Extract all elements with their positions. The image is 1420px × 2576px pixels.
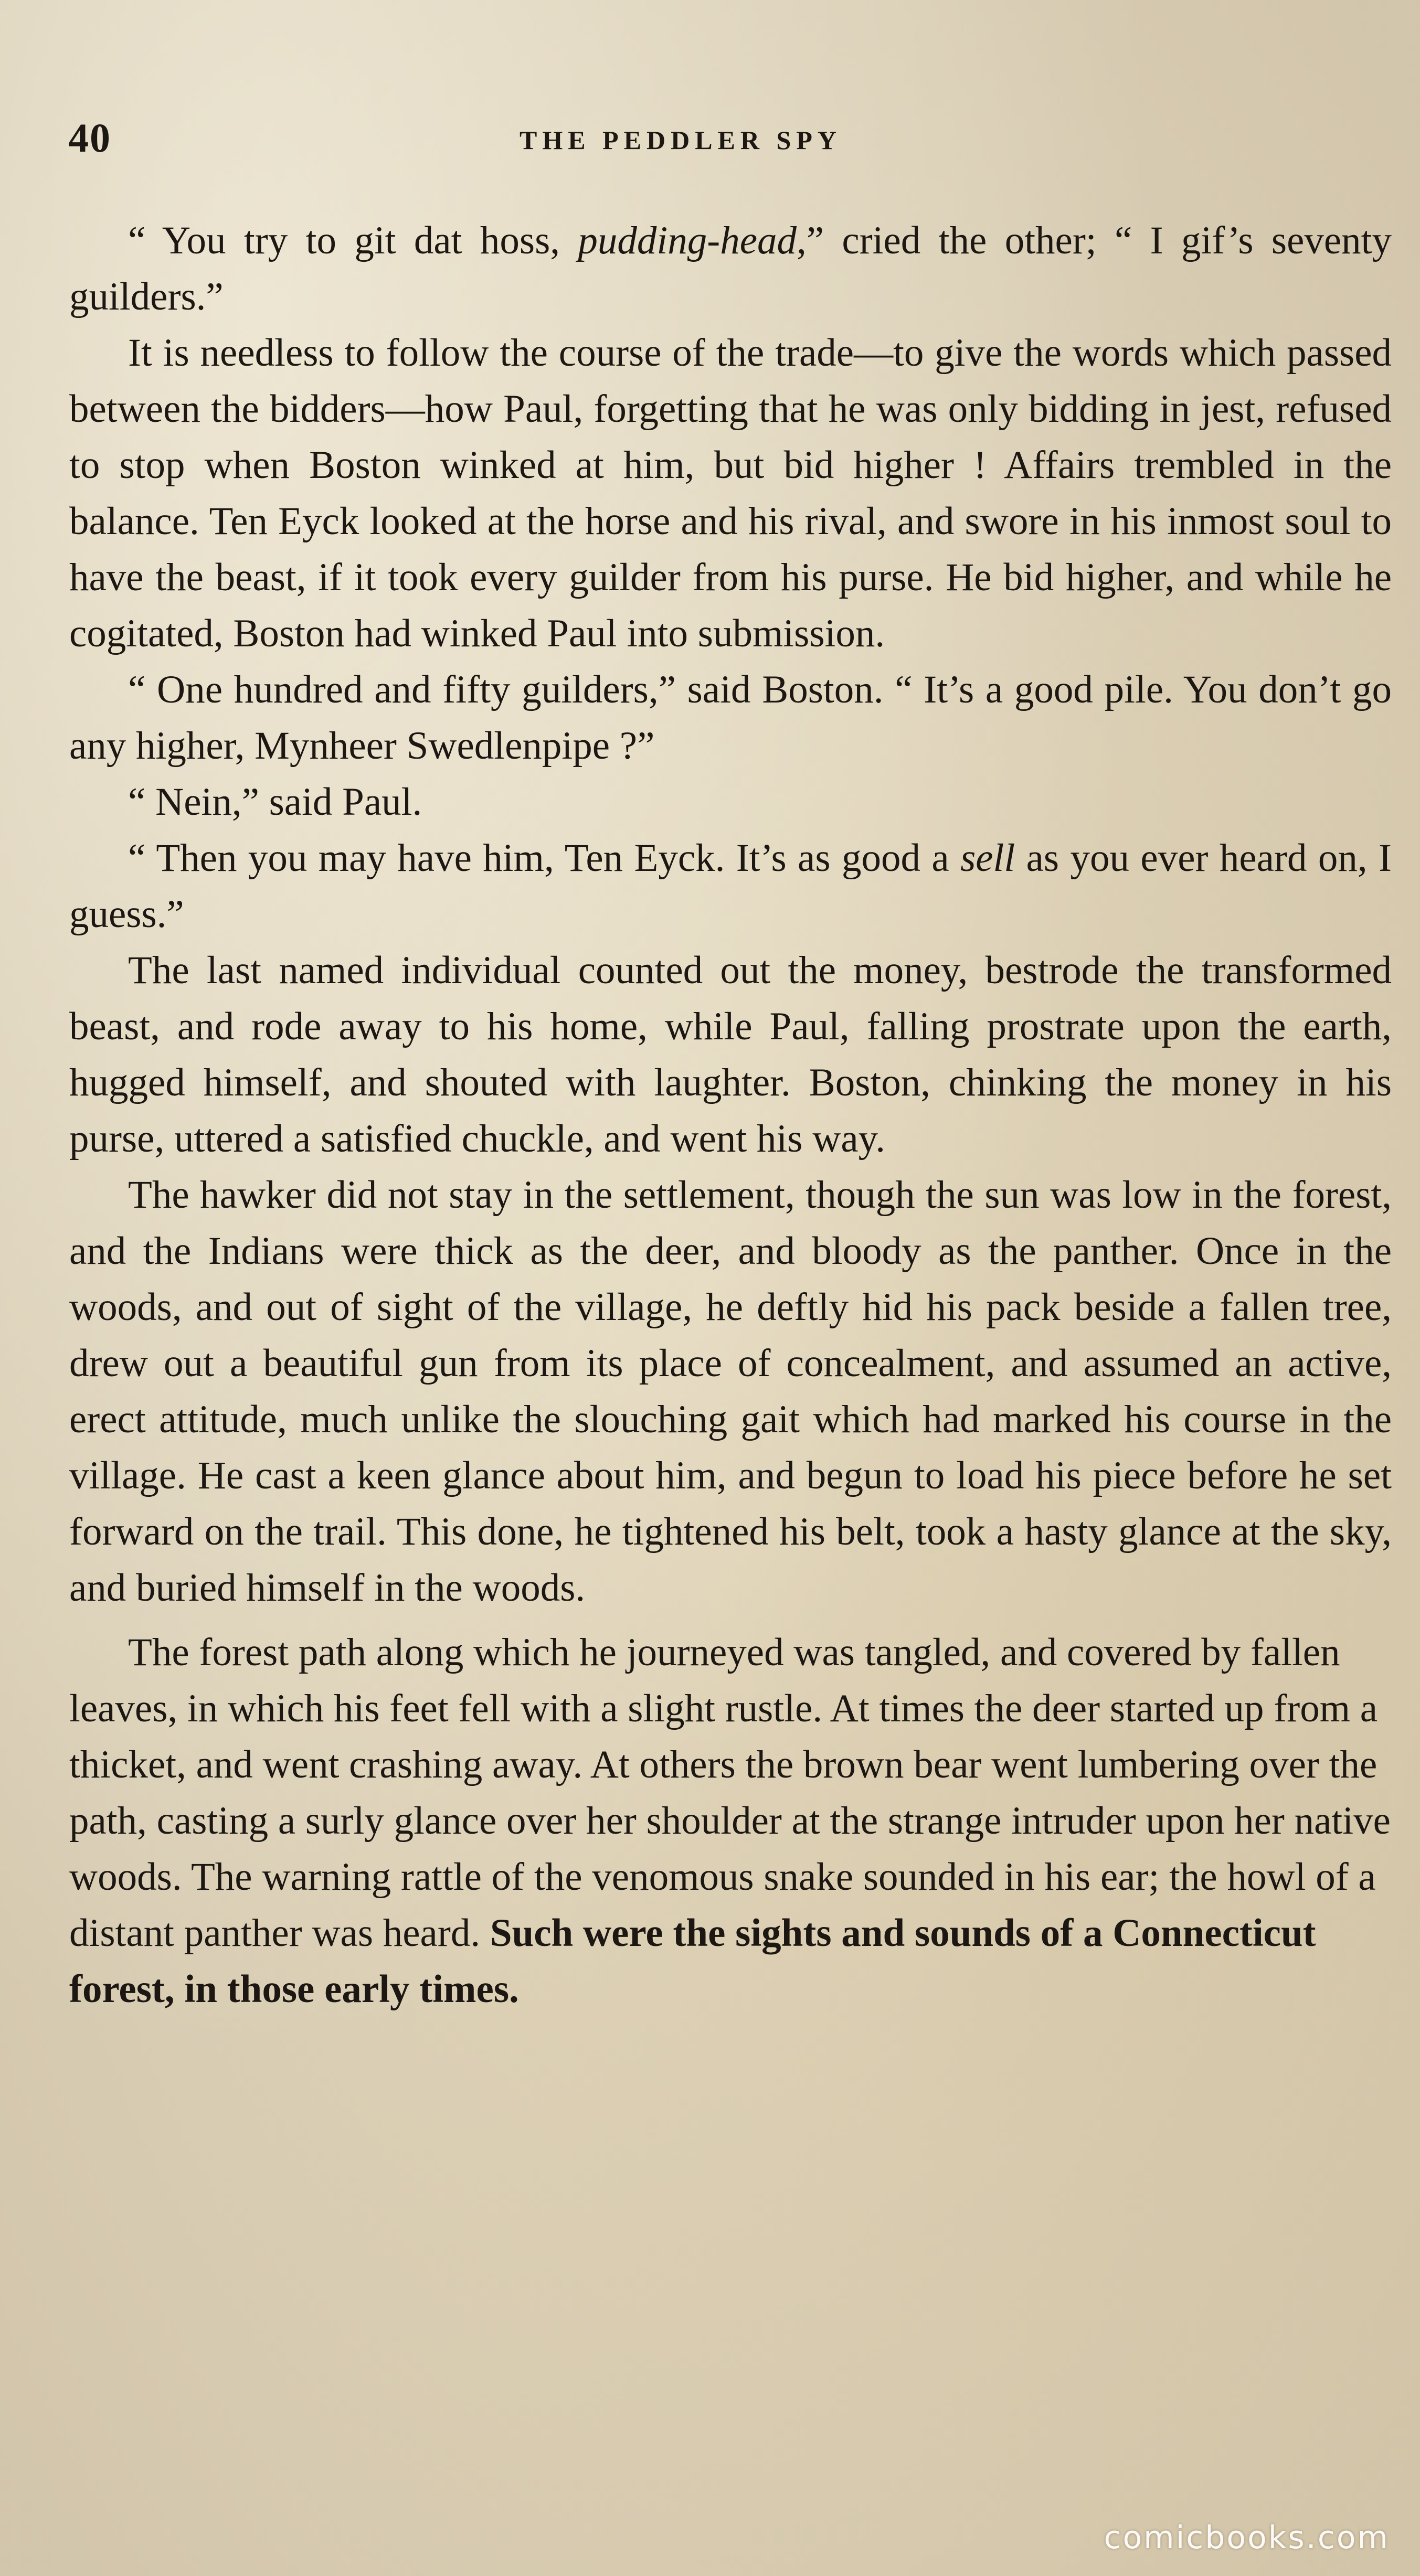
paragraph-6 [69, 942, 1392, 1167]
narrative-text: The last named individual counted out the money, bestrode the transformed beast, and rode away to his home, while Paul, falling prostrate upon the earth, hugged himself, and shouted with laughter. Boston, chinking the money in his purse, uttered a satisfied chuckle, and went his way. [69, 949, 1392, 1161]
italic-phrase: sell [960, 836, 1015, 880]
paragraph-4 [69, 774, 1392, 830]
narrative-text: It is needless to follow the course of the trade—to give the words which passed between the bidders—how Paul, forgetting that he was only bidding in jest, refused to stop when Boston winked at him, but bid higher ! Affairs trembled in the balance. Ten Eyck looked at the horse and his rival, and swore in his inmost soul to have the beast, if it took every guilder from his purse. He bid higher, and while he cogitated, Boston had winked Paul into submission. [69, 331, 1392, 655]
paragraph-8 [69, 1624, 1392, 2017]
paragraph-5 [69, 830, 1392, 942]
watermark-text: comicbooks.com [1104, 2519, 1390, 2556]
page-header [68, 114, 1389, 177]
running-head: THE PEDDLER SPY [520, 125, 842, 155]
narrative-text: The forest path along which he journeyed was tangled, and covered by fallen leaves, in which his feet fell with a slight rustle. At times the deer started up from a thicket, and went crashing away. At others the brown bear went lumbering over the path, casting a surly glance over her shoulder at the strange intruder upon her native woods. The warning rattle of the venomous snake sounded in his ear; the howl of a distant panther was heard. [69, 1631, 1391, 1955]
italic-phrase: pudding-head [578, 219, 797, 262]
dialogue-text: ,” cried the other; “ I gif’s seventy guilders.” [69, 219, 1392, 318]
dialogue-text: as you ever heard on, I guess.” [69, 836, 1392, 936]
dialogue-text: “ One hundred and fifty guilders,” said Boston. “ It’s a good pile. You don’t go any higher, Mynheer Swedlenpipe ?” [69, 668, 1392, 768]
paragraph-1 [69, 212, 1392, 325]
bold-closing-sentence: Such were the sights and sounds of a Connecticut forest, in those early times. [69, 1911, 1316, 2011]
dialogue-text: “ You try to git dat hoss, [128, 219, 578, 262]
page-number: 40 [68, 115, 111, 161]
narrative-text: The hawker did not stay in the settlement, though the sun was low in the forest, and the Indians were thick as the deer, and bloody as the panther. Once in the woods, and out of sight of the village, he deftly hid his pack beside a fallen tree, drew out a beautiful gun from its place of concealment, and assumed an active, erect attitude, much unlike the slouching gait which had marked his course in the village. He cast a keen glance about him, and begun to load his piece before he set forward on the trail. This done, he tightened his belt, took a hasty glance at the sky, and buried himself in the woods. [69, 1173, 1392, 1610]
paragraph-7 [69, 1167, 1392, 1616]
paragraph-2 [69, 325, 1392, 662]
paragraph-3 [69, 662, 1392, 774]
body-text [69, 212, 1392, 2017]
dialogue-text: “ Then you may have him, Ten Eyck. It’s as good a [128, 836, 961, 880]
dialogue-text: “ Nein,” said Paul. [128, 780, 422, 824]
